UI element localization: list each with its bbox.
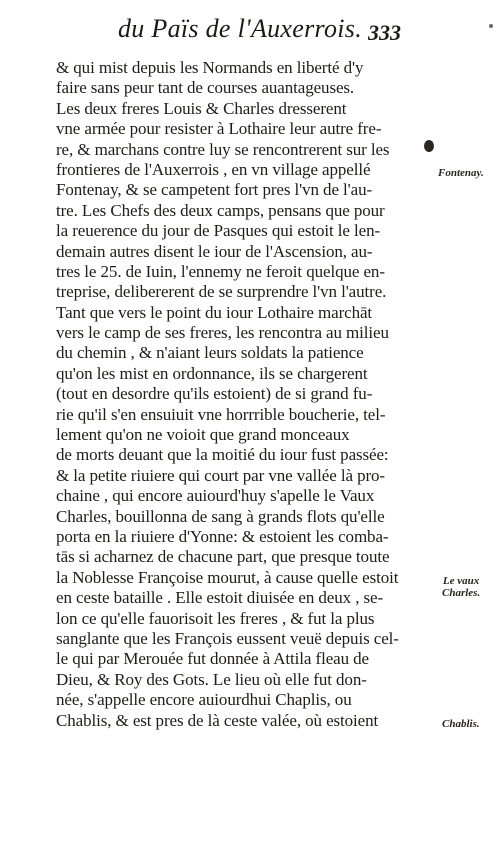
text-line: de morts deuant que la moitié du iour fust passée: [56, 445, 389, 465]
text-line: lon ce qu'elle fauorisoit les freres , & fut la plus [56, 608, 375, 628]
margin-note-chablis: Chablis. [442, 718, 480, 730]
text-line: tres le 25. de Iuin, l'ennemy ne feroit quelque en- [56, 261, 385, 281]
margin-note-line: Charles. [442, 587, 481, 599]
text-line: chaine , qui encore auiourd'huy s'apelle le Vaux [56, 486, 375, 506]
text-line: demain autres disent le iour de l'Ascension, au- [56, 241, 373, 261]
text-line: porta en la riuiere d'Yonne: & estoient les comba- [56, 526, 389, 546]
text-line: faire sans peur tant de courses auantageuses. [56, 78, 355, 98]
text-line: re, & marchans contre luy se rencontrerent sur les [56, 139, 390, 159]
body-text [56, 58, 434, 731]
text-line: tre. Les Chefs des deux camps, pensans que pour [56, 200, 385, 220]
text-line: Tant que vers le point du iour Lothaire marchāt [56, 302, 373, 322]
text-line: & la petite riuiere qui court par vne vallée là pro- [56, 465, 385, 485]
text-line: frontieres de l'Auxerrois , en vn village appellé [56, 159, 371, 179]
text-line: tās si acharnez de chacune part, que presque toute [56, 547, 390, 567]
text-line: la reuerence du jour de Pasques qui estoit le len- [56, 221, 381, 241]
text-line: le qui par Merouée fut donnée à Attila fleau de [56, 649, 369, 669]
margin-note-fontenay: Fontenay. [438, 167, 484, 179]
page-header [118, 14, 418, 54]
text-line: Charles, bouillonna de sang à grands flots qu'elle [56, 506, 385, 526]
text-line: lement qu'on ne voioit que grand monceaux [56, 425, 350, 445]
text-line: la Noblesse Françoise mourut, à cause quelle estoit [56, 567, 399, 587]
text-line: rie qu'il s'en ensuiuit vne horrrible boucherie, tel- [56, 404, 386, 424]
text-line: vers le camp de ses freres, les rencontra au milieu [56, 323, 389, 343]
text-line: Dieu, & Roy des Gots. Le lieu où elle fut don- [56, 669, 367, 689]
text-line: sanglante que les François eussent veuë depuis cel- [56, 628, 399, 648]
text-line: née, s'appelle encore auiourdhui Chaplis, ou [56, 690, 352, 710]
text-line: du chemin , & n'aiant leurs soldats la patience [56, 343, 364, 363]
ink-speck [489, 24, 493, 28]
text-line: Chablis, & est pres de là ceste valée, où estoient [56, 710, 379, 730]
running-title: du Païs de l'Auxerrois. [118, 14, 363, 43]
margin-note-line: Le vaux [442, 575, 480, 587]
text-line: treprise, delibererent de se surprendre l'vn l'autre. [56, 282, 387, 302]
page-number: 333 [368, 20, 401, 45]
text-line: en ceste bataille . Elle estoit diuisée en deux , se- [56, 588, 384, 608]
text-line: qu'on les mist en ordonnance, ils se chargerent [56, 363, 368, 383]
text-line: vne armée pour resister à Lothaire leur autre fre- [56, 119, 382, 139]
margin-note-vaux-charles [442, 575, 480, 599]
text-line: & qui mist depuis les Normands en liberté d'y [56, 58, 364, 77]
text-line: (tout en desordre qu'ils estoient) de si grand fu- [56, 384, 373, 404]
ink-blot [424, 140, 434, 152]
text-line: Fontenay, & se campetent fort pres l'vn de l'au- [56, 180, 373, 200]
text-line: Les deux freres Louis & Charles dresserent [56, 98, 347, 118]
